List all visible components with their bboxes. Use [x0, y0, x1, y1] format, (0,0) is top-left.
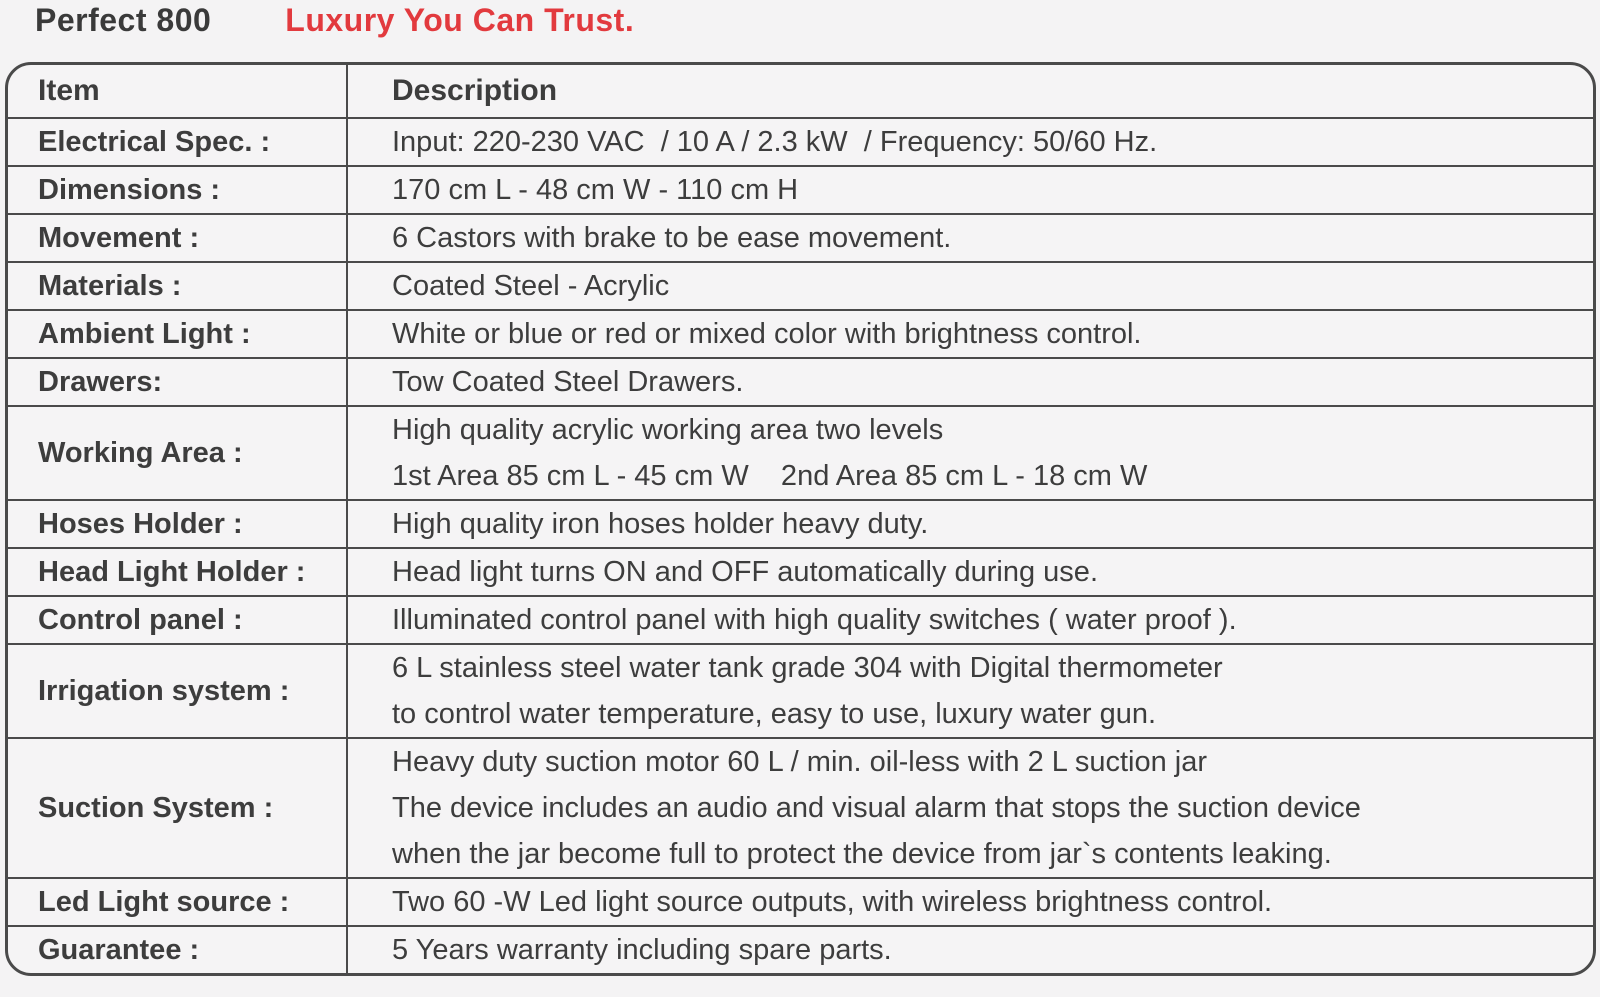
item-cell — [8, 549, 348, 595]
tagline: Luxury You Can Trust. — [285, 2, 635, 38]
item-label: Guarantee : — [38, 934, 200, 966]
item-cell — [8, 879, 348, 925]
item-cell — [8, 739, 348, 877]
description-line: 1st Area 85 cm L - 45 cm W 2nd Area 85 cm L - 18 cm W — [392, 460, 1148, 492]
item-cell — [8, 215, 348, 261]
table-header-row — [8, 65, 1593, 117]
item-label: Hoses Holder : — [38, 508, 243, 540]
item-cell — [8, 501, 348, 547]
table-row — [8, 595, 1593, 643]
description-cell — [348, 215, 1593, 261]
table-row — [8, 261, 1593, 309]
description-cell — [348, 549, 1593, 595]
item-cell — [8, 597, 348, 643]
item-label: Suction System : — [38, 792, 274, 824]
description-cell — [348, 645, 1593, 737]
description-cell — [348, 263, 1593, 309]
item-label: Working Area : — [38, 437, 243, 469]
description-cell — [348, 879, 1593, 925]
item-cell — [8, 119, 348, 165]
item-label: Electrical Spec. : — [38, 126, 271, 158]
header-description-label: Description — [392, 74, 558, 107]
description-line: Head light turns ON and OFF automatically during use. — [392, 556, 1098, 588]
table-row — [8, 547, 1593, 595]
description-cell — [348, 311, 1593, 357]
description-line: White or blue or red or mixed color with brightness control. — [392, 318, 1142, 350]
description-line: The device includes an audio and visual alarm that stops the suction device — [392, 792, 1361, 824]
product-name: Perfect 800 — [35, 2, 212, 38]
table-row — [8, 925, 1593, 973]
description-line: High quality iron hoses holder heavy duty. — [392, 508, 929, 540]
table-row — [8, 499, 1593, 547]
item-label: Irrigation system : — [38, 675, 290, 707]
description-line: when the jar become full to protect the device from jar`s contents leaking. — [392, 838, 1332, 870]
item-label: Ambient Light : — [38, 318, 251, 350]
description-cell — [348, 597, 1593, 643]
description-line: Heavy duty suction motor 60 L / min. oil-less with 2 L suction jar — [392, 746, 1208, 778]
title-bar — [0, 0, 1600, 50]
description-line: Tow Coated Steel Drawers. — [392, 366, 744, 398]
description-line: Coated Steel - Acrylic — [392, 270, 670, 302]
description-cell — [348, 739, 1593, 877]
description-line: 6 L stainless steel water tank grade 304 with Digital thermometer — [392, 652, 1223, 684]
description-cell — [348, 359, 1593, 405]
description-line: 6 Castors with brake to be ease movement. — [392, 222, 952, 254]
description-line: to control water temperature, easy to use, luxury water gun. — [392, 698, 1157, 730]
item-cell — [8, 311, 348, 357]
item-cell — [8, 927, 348, 973]
item-label: Movement : — [38, 222, 200, 254]
header-cell-description — [348, 65, 1593, 117]
description-cell — [348, 927, 1593, 973]
item-label: Head Light Holder : — [38, 556, 306, 588]
description-line: Two 60 -W Led light source outputs, with wireless brightness control. — [392, 886, 1273, 918]
item-cell — [8, 263, 348, 309]
table-row — [8, 405, 1593, 499]
header-cell-item — [8, 65, 348, 117]
description-cell — [348, 407, 1593, 499]
description-cell — [348, 167, 1593, 213]
description-line: Input: 220-230 VAC / 10 A / 2.3 kW / Frequency: 50/60 Hz. — [392, 126, 1158, 158]
description-cell — [348, 501, 1593, 547]
item-label: Dimensions : — [38, 174, 221, 206]
table-row — [8, 117, 1593, 165]
description-line: High quality acrylic working area two levels — [392, 414, 944, 446]
table-row — [8, 165, 1593, 213]
item-label: Drawers: — [38, 366, 163, 398]
item-cell — [8, 407, 348, 499]
description-line: 170 cm L - 48 cm W - 110 cm H — [392, 174, 799, 206]
table-row — [8, 877, 1593, 925]
header-item-label: Item — [38, 74, 100, 107]
item-cell — [8, 645, 348, 737]
table-row — [8, 643, 1593, 737]
description-line: Illuminated control panel with high quality switches ( water proof ). — [392, 604, 1237, 636]
spec-table — [5, 62, 1596, 976]
item-label: Control panel : — [38, 604, 243, 636]
description-line: 5 Years warranty including spare parts. — [392, 934, 892, 966]
item-label: Materials : — [38, 270, 182, 302]
description-cell — [348, 119, 1593, 165]
table-row — [8, 309, 1593, 357]
table-row — [8, 213, 1593, 261]
table-row — [8, 357, 1593, 405]
item-cell — [8, 167, 348, 213]
table-row — [8, 737, 1593, 877]
item-cell — [8, 359, 348, 405]
item-label: Led Light source : — [38, 886, 290, 918]
